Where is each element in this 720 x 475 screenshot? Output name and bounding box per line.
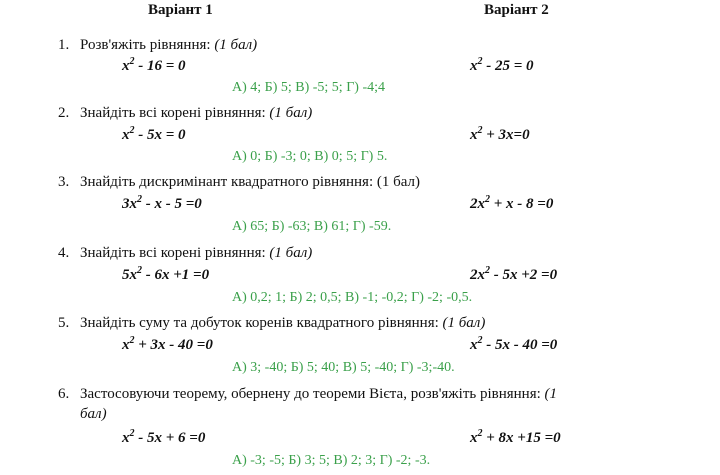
- task-6-question: [58, 385, 557, 403]
- task-2-equation-variant-2: $x^2 + 3x=0$: [470, 125, 530, 143]
- task-1-points: (1 бал): [214, 37, 258, 53]
- task-6-equation-variant-2: $x^2 + 8x +15 =0$: [470, 428, 561, 446]
- task-2-number: 2.: [58, 105, 70, 121]
- task-3-number: 3.: [58, 174, 70, 190]
- task-1-number: 1.: [58, 37, 70, 53]
- task-2-text: Знайдіть всі корені рівняння:: [80, 105, 266, 121]
- task-1-equation-variant-2: $x^2 - 25 = 0$: [470, 56, 534, 74]
- task-5-equation-variant-2: $x^2 - 5x - 40 =0$: [470, 335, 558, 353]
- task-1-equation-variant-1: $x^2 - 16 = 0$: [122, 56, 186, 74]
- task-4-points: (1 бал): [269, 245, 313, 261]
- task-2-points: (1 бал): [269, 105, 313, 121]
- task-6-points-start: (1: [544, 386, 558, 402]
- task-4-equation-variant-1: $5x^2 - 6x +1 =0$: [122, 265, 210, 283]
- task-6-number: 6.: [58, 386, 70, 402]
- task-3-equation-variant-1: $3x^2 - x - 5 =0$: [122, 194, 202, 212]
- task-4-text: Знайдіть всі корені рівняння:: [80, 245, 266, 261]
- task-6-equation-variant-1: $x^2 - 5x + 6 =0$: [122, 428, 206, 446]
- task-4-answers: А) 0,2; 1; Б) 2; 0,5; В) -1; -0,2; Г) -2; -0,5.: [232, 290, 473, 305]
- task-5-question: [58, 314, 485, 332]
- variant-2-heading: Варіант 2: [484, 2, 549, 18]
- task-1-answers: А) 4; Б) 5; В) -5; 5; Г) -4;4: [232, 80, 386, 95]
- task-4-number: 4.: [58, 245, 70, 261]
- task-5-answers: А) 3; -40; Б) 5; 40; В) 5; -40; Г) -3;-40.: [232, 360, 455, 375]
- task-6-points-end: бал): [80, 406, 107, 422]
- task-3-question: [58, 173, 420, 191]
- task-4-equation-variant-2: $2x^2 - 5x +2 =0$: [470, 265, 558, 283]
- task-6-answers: А) -3; -5; Б) 3; 5; В) 2; 3; Г) -2; -3.: [232, 453, 431, 468]
- task-2-question: [58, 104, 312, 122]
- task-5-points: (1 бал): [442, 315, 486, 331]
- task-3-points: (1 бал): [376, 174, 421, 190]
- task-2-equation-variant-1: $x^2 - 5x = 0$: [122, 125, 186, 143]
- task-6-text: Застосовуючи теорему, обернену до теореми Вієта, розв'яжіть рівняння:: [80, 386, 541, 402]
- task-2-answers: А) 0; Б) -3; 0; В) 0; 5; Г) 5.: [232, 149, 388, 164]
- task-1-text: Розв'яжіть рівняння:: [80, 37, 211, 53]
- task-5-equation-variant-1: $x^2 + 3x - 40 =0$: [122, 335, 213, 353]
- task-4-question: [58, 244, 312, 262]
- task-1-question: [58, 36, 257, 54]
- task-3-text: Знайдіть дискримінант квадратного рівняння:: [80, 174, 374, 190]
- task-5-number: 5.: [58, 315, 70, 331]
- task-5-text: Знайдіть суму та добуток коренів квадратного рівняння:: [80, 315, 439, 331]
- variant-1-heading: Варіант 1: [148, 2, 213, 18]
- task-3-equation-variant-2: $2x^2 + x - 8 =0$: [470, 194, 554, 212]
- task-3-answers: А) 65; Б) -63; В) 61; Г) -59.: [232, 219, 392, 234]
